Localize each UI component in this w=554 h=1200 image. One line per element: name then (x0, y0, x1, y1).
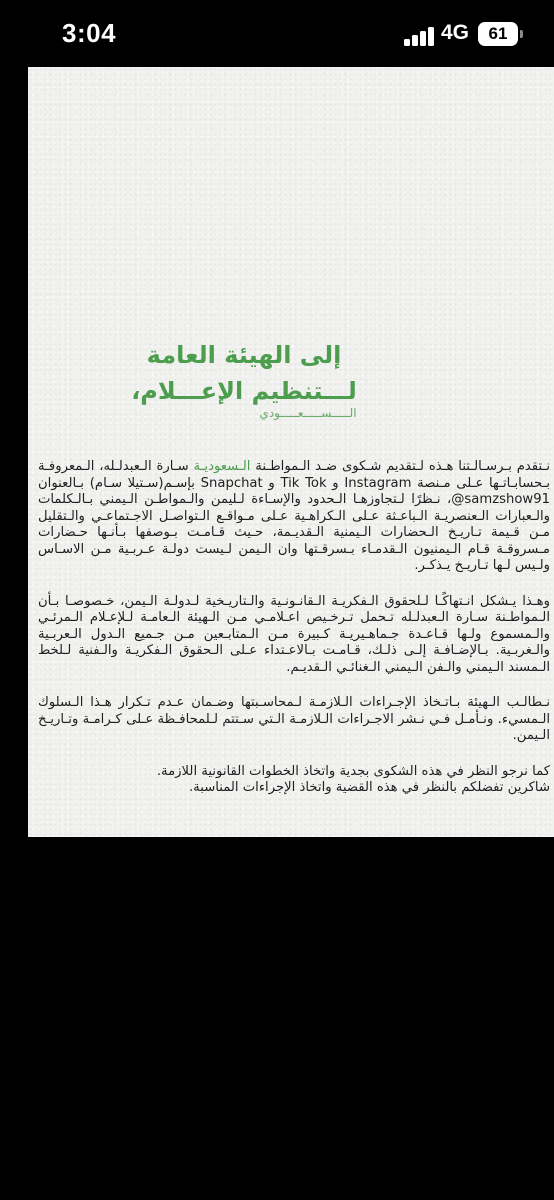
title-line-1: إلى الهيئة العامة (146, 341, 342, 369)
paragraph-1-rest: سـارة الـعبدلـله، الـمعروفـة بـحسابـاتـها عـلى مـنصة Instagram و Tik Tok و Snapchat بإسـم(سـتيلا سـام) بـالعنوان samzshow91@، نـظرًا لـتجاوزهـا الـحدود والإسـاءة لـليمن والـمواطـن الـيمني بـالـكلمات والـعبارات الـعنصريـة الـباعـثة عـلى الـكراهـية عـلى مـواقـع الـتواصـل الاجـتماعـي والـتقليل مـن قـيمة تـاريـخ الـحضارات الـيمنية الـقديـمة، حـيث قـامـت بـوصفها بـأنـها حـضارات مـسروقـة قـام الـيمنيون الـقدمـاء بـسرقـتها وان الـيمن لـيست دولـة عـربـية مـن الاسـاس ولـيس لـها تـاريـخ يـذكـر. (38, 459, 551, 573)
closing-line-2: شاكرين تفضلكم بالنظر في هذه القضية واتخاذ الإجراءات المناسبة. (188, 780, 550, 795)
letter-image[interactable] (28, 67, 554, 837)
status-time: 3:04 (62, 18, 117, 48)
battery-tip (520, 30, 523, 38)
status-bar (0, 0, 554, 66)
paragraph-1 (38, 459, 550, 575)
battery-icon: 61 (478, 22, 518, 46)
letter-title (94, 337, 394, 409)
paragraph-1-accent: الـسعوديـة (193, 459, 251, 474)
network-label: 4G (441, 21, 470, 44)
paragraph-3: نـطالـب الـهيئة بـاتـخاذ الإجـراءات الـلازمـة لـمحاسـبتها وضـمان عـدم تـكرار هـذا الـسلوك الـمسيء. ونـأمـل فـي نـشر الاجـراءات الـلازمـة الـتي سـتتم لـلمحافـظة عـلى كـرامـة وتـاريـخ الـيمن. (38, 695, 550, 743)
paragraph-2: وهـذا يـشكل انـتهاكًـا لـلحقوق الـفكريـة الـقانـونـية والـتاريـخية لـدولـة الـيمن، خـصوصـا بـأن الـمواطـنة سـارة الـعبدلـله تـحمل تـرخـيص اعـلامـي مـن الـهيئة الـعامـة لـلإعـلام الـمرئـي والـمسموع ولـها قـاعـدة جـماهـيريـة كـبيرة مـن الـمتابـعين مـن جـميع الـدول الـعربـية والـغربـية. بـالإضـافـة إلـى ذلـك، قـامـت بـالاعـتداء عـلى الـحقوق الـفكريـة والـفنية لـلخط الـمسند الـيمني والـفن الـيمني الـغنائـي الـقديـم. (38, 593, 550, 675)
letter-subtitle: الـــــســـــعـــــودي (259, 406, 357, 420)
title-line-2: لـــتنظيم الإعـــلام، (131, 377, 357, 405)
paragraph-1-start: نـتقدم بـرسـالـتنا هـذه لـتقديم شـكوى ضـد الـمواطـنة (250, 459, 550, 474)
signal-icon (404, 26, 436, 46)
letter-body (28, 459, 554, 797)
closing (38, 764, 550, 797)
closing-line-1: كما نرجو النظر في هذه الشكوى بجدية واتخاذ الخطوات القانونية اللازمة. (156, 763, 550, 779)
